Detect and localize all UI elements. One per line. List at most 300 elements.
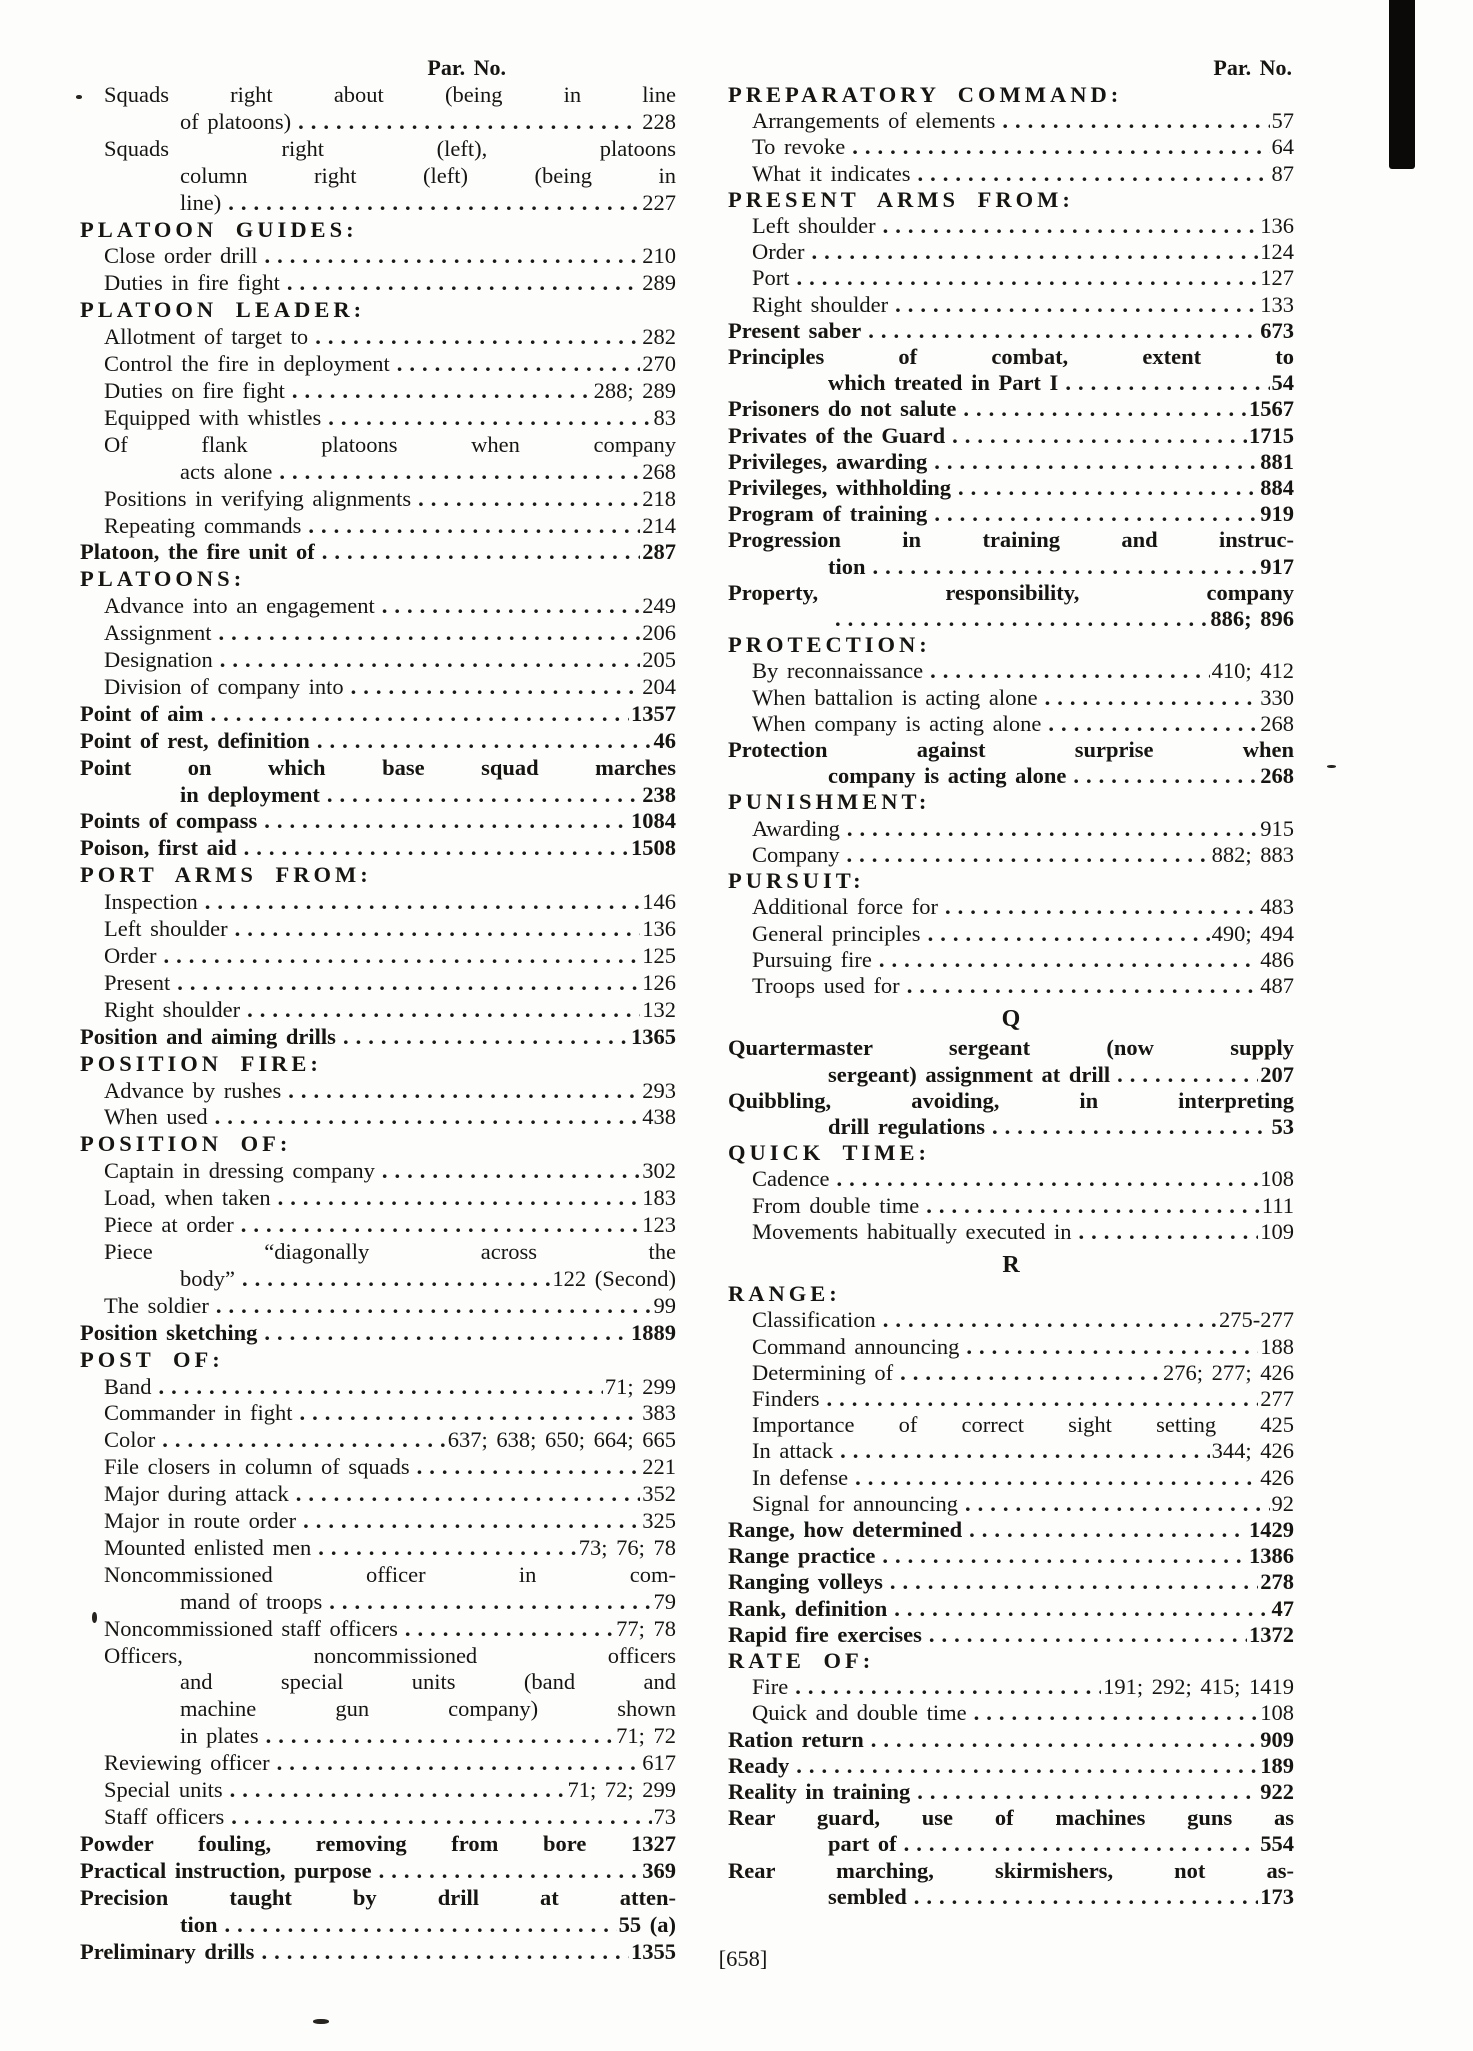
paragraph-number: 325 [642, 1508, 676, 1534]
paragraph-number: 917 [1260, 553, 1294, 579]
dot-leader [220, 647, 641, 674]
section-letter [728, 1006, 1294, 1032]
index-line [728, 1569, 1294, 1595]
index-line [728, 1884, 1294, 1910]
index-line [80, 1535, 676, 1562]
paragraph-number: 191; 292; 415; 1419 [1103, 1674, 1294, 1700]
entry-text: Control the fire in deployment [104, 351, 390, 377]
dot-leader [945, 894, 1258, 920]
entry-text: In defense [752, 1464, 849, 1490]
dot-leader [163, 943, 640, 970]
dot-leader [264, 1320, 629, 1347]
dot-leader [397, 351, 641, 378]
index-section-header [728, 868, 1294, 894]
index-line [80, 1293, 676, 1320]
dot-leader [329, 1589, 651, 1616]
index-line [80, 1320, 676, 1347]
index-section-header [728, 1648, 1294, 1674]
paragraph-number: 922 [1260, 1779, 1294, 1804]
index-line [80, 459, 676, 486]
index-line [80, 593, 676, 620]
paragraph-number: 238 [642, 781, 676, 807]
index-line [80, 1024, 676, 1051]
index-line [728, 370, 1294, 396]
entry-text: part of [828, 1831, 897, 1857]
dot-leader [242, 1266, 550, 1293]
index-line [728, 1193, 1294, 1219]
index-line [80, 486, 676, 513]
dot-leader [963, 396, 1247, 422]
entry-text: Fire [752, 1674, 789, 1700]
entry-text: line) [180, 189, 222, 215]
entry-text: Present saber [728, 317, 862, 343]
index-line [728, 396, 1294, 422]
entry-text: Range, how determined [728, 1516, 963, 1542]
entry-text: company is acting alone [828, 763, 1067, 789]
paragraph-number: 127 [1260, 265, 1294, 291]
dot-leader [216, 1293, 652, 1320]
index-line [80, 1804, 676, 1831]
paragraph-number: 1889 [631, 1319, 676, 1345]
entry-text: Points of compass [80, 808, 258, 834]
index-section-header [728, 187, 1294, 213]
paragraph-number: 909 [1260, 1726, 1294, 1752]
index-line [80, 647, 676, 674]
entry-text: PROTECTION: [728, 632, 931, 658]
entry-text: acts alone [180, 458, 273, 484]
paragraph-number: 1715 [1249, 422, 1294, 448]
paragraph-number: 205 [642, 647, 676, 673]
entry-text: Importance of correct sight setting [752, 1412, 1217, 1438]
scan-artifact-speck [313, 2019, 329, 2024]
index-line [80, 835, 676, 862]
paragraph-number: 554 [1260, 1831, 1294, 1857]
entry-text: Positions in verifying alignments [104, 485, 412, 511]
index-section-header [80, 217, 676, 244]
index-line [728, 318, 1294, 344]
index-line [80, 1777, 676, 1804]
index-line [80, 970, 676, 997]
entry-text: Load, when taken [104, 1185, 271, 1211]
paragraph-number: 133 [1260, 291, 1294, 317]
dot-leader [288, 1078, 640, 1105]
entry-text: Movements habitually executed in [752, 1218, 1072, 1244]
index-section-header [80, 862, 676, 889]
entry-text: PRESENT ARMS FROM: [728, 186, 1074, 212]
index-line [728, 1360, 1294, 1386]
entry-text: Noncommissioned officer in com- [104, 1561, 676, 1587]
paragraph-number: 123 [642, 1212, 676, 1238]
entry-text: PLATOONS: [80, 566, 246, 592]
index-line [80, 1643, 676, 1670]
paragraph-number: 53 [1271, 1113, 1294, 1139]
index-line [80, 539, 676, 566]
paragraph-number: 352 [642, 1481, 676, 1507]
entry-text: Mounted enlisted men [104, 1534, 312, 1560]
paragraph-number: 183 [642, 1185, 676, 1211]
dot-leader [840, 1438, 1210, 1464]
paragraph-number: 278 [1260, 1569, 1294, 1595]
paragraph-number: 126 [642, 969, 676, 995]
entry-text: Major in route order [104, 1508, 297, 1534]
entry-text: Major during attack [104, 1481, 289, 1507]
entry-text: Rapid fire exercises [728, 1621, 922, 1647]
entry-text: PURSUIT: [728, 868, 865, 894]
dot-leader [231, 1804, 651, 1831]
entry-text: RANGE: [728, 1281, 841, 1307]
dot-leader [904, 1831, 1259, 1857]
index-section-header [80, 1051, 676, 1078]
index-line [728, 1386, 1294, 1412]
entry-text: Left shoulder [104, 916, 228, 942]
index-line [80, 808, 676, 835]
entry-text: Special units [104, 1777, 223, 1803]
paragraph-number: 410; 412 [1211, 658, 1294, 684]
index-line [728, 1491, 1294, 1517]
entry-text: Signal for announcing [752, 1490, 958, 1516]
paragraph-number: 438 [642, 1104, 676, 1130]
dot-leader [917, 1779, 1258, 1805]
entry-text: Prisoners do not salute [728, 396, 957, 422]
dot-leader [934, 501, 1258, 527]
paragraph-number: 1567 [1249, 396, 1294, 422]
paragraph-number: 1084 [631, 808, 676, 834]
dot-leader [1073, 763, 1258, 789]
dot-leader [296, 1481, 641, 1508]
index-line [728, 580, 1294, 606]
index-line [728, 554, 1294, 580]
entry-text: tion [180, 1911, 218, 1937]
dot-leader [952, 423, 1247, 449]
paragraph-number: 268 [642, 458, 676, 484]
dot-leader [264, 808, 629, 835]
entry-text: Powder fouling, removing from bore [80, 1830, 587, 1856]
dot-leader [405, 1616, 614, 1643]
entry-text: Practical instruction, purpose [80, 1857, 372, 1883]
entry-text: Property, responsibility, company [728, 579, 1294, 605]
entry-text: Inspection [104, 889, 198, 915]
dot-leader [287, 270, 640, 297]
entry-text: PUNISHMENT: [728, 789, 931, 815]
paragraph-number: 77; 78 [616, 1615, 676, 1641]
index-line [80, 701, 676, 728]
dot-leader [278, 1185, 641, 1212]
entry-text: Quartermaster sergeant (now supply [728, 1035, 1294, 1061]
paragraph-number: 1429 [1249, 1516, 1294, 1542]
entry-text: Reviewing officer [104, 1750, 270, 1776]
dot-leader [852, 134, 1269, 160]
paragraph-number: 487 [1260, 972, 1294, 998]
dot-leader [177, 970, 640, 997]
index-line [80, 1185, 676, 1212]
entry-text: Staff officers [104, 1804, 225, 1829]
entry-text: When company is acting alone [752, 710, 1042, 736]
dot-leader [900, 1360, 1161, 1386]
index-line [80, 1104, 676, 1131]
dot-leader [1048, 711, 1258, 737]
index-line [728, 1622, 1294, 1648]
index-column-left [80, 54, 676, 1965]
dot-leader [315, 324, 640, 351]
entry-text: Present [104, 969, 171, 995]
paragraph-number: 617 [642, 1750, 676, 1776]
paragraph-number: 188 [1260, 1333, 1294, 1359]
paragraph-number: 71; 72 [616, 1723, 676, 1749]
paragraph-number: 136 [642, 916, 676, 942]
entry-text: QUICK TIME: [728, 1140, 930, 1166]
dot-leader [228, 190, 640, 217]
paragraph-number: 288; 289 [593, 377, 676, 403]
entry-text: Band [104, 1373, 152, 1399]
index-line [728, 1858, 1294, 1884]
entry-text: Rear guard, use of machines guns as [728, 1805, 1294, 1831]
entry-text: sembled [828, 1883, 907, 1909]
dot-leader [241, 1212, 641, 1239]
index-line [80, 889, 676, 916]
entry-text: Piece at order [104, 1212, 234, 1238]
paragraph-number: 55 (a) [618, 1911, 676, 1937]
paragraph-number: 268 [1260, 710, 1294, 736]
dot-leader [879, 947, 1258, 973]
entry-text: Privileges, awarding [728, 448, 928, 474]
entry-text: Allotment of target to [104, 324, 309, 350]
index-line [728, 1334, 1294, 1360]
entry-text: The soldier [104, 1292, 209, 1318]
index-line [728, 973, 1294, 999]
entry-text: PLATOON LEADER: [80, 297, 366, 323]
index-section-header [80, 1347, 676, 1374]
entry-text: Pursuing fire [752, 946, 872, 972]
dot-leader [328, 405, 651, 432]
index-line [80, 243, 676, 270]
dot-leader [969, 1517, 1247, 1543]
paragraph-number: 92 [1271, 1490, 1294, 1516]
paragraph-number: 71; 72; 299 [567, 1777, 676, 1803]
index-line [80, 1427, 676, 1454]
index-section-header [80, 566, 676, 593]
index-line [80, 1723, 676, 1750]
dot-leader [930, 658, 1210, 684]
index-line [80, 1481, 676, 1508]
entry-text: Assignment [104, 620, 212, 646]
paragraph-number: 136 [1260, 213, 1294, 239]
entry-text: Squads right (left), platoons [104, 135, 676, 161]
index-line [728, 239, 1294, 265]
index-line [728, 449, 1294, 475]
entry-text: PREPARATORY COMMAND: [728, 82, 1123, 107]
entry-text: Position and aiming drills [80, 1023, 336, 1049]
paragraph-number: 486 [1260, 946, 1294, 972]
dot-leader [418, 486, 640, 513]
paragraph-number: 228 [642, 108, 676, 134]
index-line [80, 782, 676, 809]
index-entries-right [728, 82, 1294, 1910]
paragraph-number: 490; 494 [1211, 920, 1294, 946]
dot-leader [883, 1307, 1217, 1333]
dot-leader [965, 1491, 1270, 1517]
index-line [728, 213, 1294, 239]
paragraph-number: 73; 76; 78 [578, 1534, 676, 1560]
index-line [80, 1669, 676, 1696]
paragraph-number: 919 [1260, 501, 1294, 527]
entry-text: Port [752, 265, 790, 291]
entry-text: Quibbling, avoiding, in interpreting [728, 1087, 1294, 1113]
entry-text: RATE OF: [728, 1647, 875, 1673]
paragraph-number: 483 [1260, 894, 1294, 920]
entry-text: Point of rest, definition [80, 727, 310, 753]
entry-text: Troops used for [752, 972, 900, 998]
entry-text: Advance by rushes [104, 1077, 282, 1103]
entry-text: General principles [752, 920, 921, 946]
dot-leader [1002, 108, 1269, 134]
dot-leader [219, 620, 641, 647]
dot-leader [1045, 685, 1259, 711]
entry-text: PORT ARMS FROM: [80, 862, 372, 888]
entry-text: Determining of [752, 1359, 894, 1385]
paragraph-number: 383 [642, 1400, 676, 1426]
index-line [80, 82, 676, 109]
entry-text: sergeant) assignment at drill [828, 1061, 1111, 1087]
index-line [80, 1589, 676, 1616]
paragraph-number: 146 [642, 889, 676, 915]
index-section-header [728, 789, 1294, 815]
parno-header-right: Par. No. [1213, 55, 1292, 80]
paragraph-number: 344; 426 [1211, 1438, 1294, 1464]
index-line [728, 161, 1294, 187]
entry-text: Finders [752, 1385, 820, 1411]
entry-text: When used [104, 1104, 208, 1130]
entry-text: drill regulations [828, 1113, 985, 1139]
paragraph-number: 206 [642, 620, 676, 646]
entry-text: column right (left) (being in [180, 162, 676, 188]
index-line [728, 1088, 1294, 1114]
paragraph-number: 249 [642, 593, 676, 619]
paragraph-number: 64 [1271, 134, 1294, 160]
dot-leader [836, 1166, 1258, 1192]
dot-leader [894, 1596, 1269, 1622]
entry-text: Awarding [752, 815, 840, 841]
paragraph-number: 218 [642, 485, 676, 511]
entry-text: Cadence [752, 1166, 830, 1192]
index-line [728, 475, 1294, 501]
index-line [728, 1805, 1294, 1831]
entry-text: Captain in dressing company [104, 1158, 375, 1184]
dot-leader [811, 239, 1258, 265]
index-line [80, 1078, 676, 1105]
index-line [728, 501, 1294, 527]
paragraph-number: 882; 883 [1211, 841, 1294, 867]
entry-text: PLATOON GUIDES: [80, 216, 358, 242]
scan-artifact-speck [1327, 765, 1336, 768]
index-line [80, 1858, 676, 1885]
entry-text: Progression in training and instruc- [728, 527, 1294, 553]
dot-leader [1079, 1219, 1259, 1245]
paragraph-number: 282 [642, 324, 676, 350]
index-line [728, 658, 1294, 684]
index-line [728, 711, 1294, 737]
dot-leader [883, 213, 1259, 239]
entry-text: Arrangements of elements [752, 108, 996, 134]
dot-leader [277, 1750, 641, 1777]
dot-leader [382, 593, 640, 620]
index-line [80, 109, 676, 136]
entry-text: tion [828, 553, 866, 579]
paragraph-number: 54 [1271, 370, 1294, 396]
dot-leader [797, 265, 1259, 291]
index-line [80, 674, 676, 701]
index-line [728, 1753, 1294, 1779]
paragraph-number: 369 [642, 1857, 676, 1883]
dot-leader [1065, 370, 1269, 396]
entry-text: Principles of combat, extent to [728, 344, 1294, 370]
entry-text: Duties on fire fight [104, 377, 285, 403]
index-line [80, 163, 676, 190]
index-line [728, 1779, 1294, 1805]
index-line [80, 1454, 676, 1481]
dot-leader [1117, 1062, 1258, 1088]
paragraph-number: 124 [1260, 239, 1294, 265]
entry-text: Left shoulder [752, 213, 876, 239]
paragraph-number: 881 [1260, 448, 1294, 474]
dot-leader [796, 1753, 1258, 1779]
index-line [728, 737, 1294, 763]
index-line [80, 1562, 676, 1589]
paragraph-number: 293 [642, 1077, 676, 1103]
parno-header-left: Par. No. [427, 55, 506, 80]
dot-leader [303, 1508, 640, 1535]
page-number: [658] [718, 1946, 768, 1971]
entry-text: Order [104, 943, 157, 968]
entry-text: Privileges, withholding [728, 475, 952, 501]
entry-text: Squads right about (being in line [104, 82, 676, 107]
dot-leader [929, 1622, 1247, 1648]
paragraph-number: 915 [1260, 815, 1294, 841]
index-line [728, 344, 1294, 370]
index-section-header [728, 1281, 1294, 1307]
paragraph-number: 207 [1260, 1061, 1294, 1087]
paragraph-number: 1357 [631, 700, 676, 726]
index-line [80, 1508, 676, 1535]
paragraph-number: 108 [1260, 1166, 1294, 1192]
index-line [80, 1885, 676, 1912]
index-section-header [80, 1131, 676, 1158]
paragraph-number: 1355 [631, 1938, 676, 1964]
dot-leader [907, 973, 1259, 999]
dot-leader [934, 449, 1258, 475]
entry-text: Piece “diagonally across the [104, 1238, 676, 1264]
paragraph-number: 275-277 [1219, 1307, 1294, 1333]
index-line [80, 1158, 676, 1185]
entry-text: which treated in Part I [828, 370, 1059, 396]
entry-text: Point on which base squad marches [80, 754, 676, 780]
dot-leader [308, 513, 640, 540]
dot-leader [211, 701, 630, 728]
dot-leader [215, 1104, 641, 1131]
entry-text: Position sketching [80, 1319, 258, 1345]
index-entries-left [80, 82, 676, 1965]
index-line [728, 816, 1294, 842]
paragraph-number: 302 [642, 1158, 676, 1184]
paragraph-number: 221 [642, 1454, 676, 1480]
entry-text: Noncommissioned staff officers [104, 1615, 398, 1641]
dot-leader [914, 1884, 1259, 1910]
index-line [80, 136, 676, 163]
dot-leader [225, 1912, 617, 1939]
entry-text: Designation [104, 647, 213, 673]
dot-leader [382, 1158, 640, 1185]
paragraph-number: 71; 299 [604, 1373, 676, 1399]
index-line [728, 265, 1294, 291]
